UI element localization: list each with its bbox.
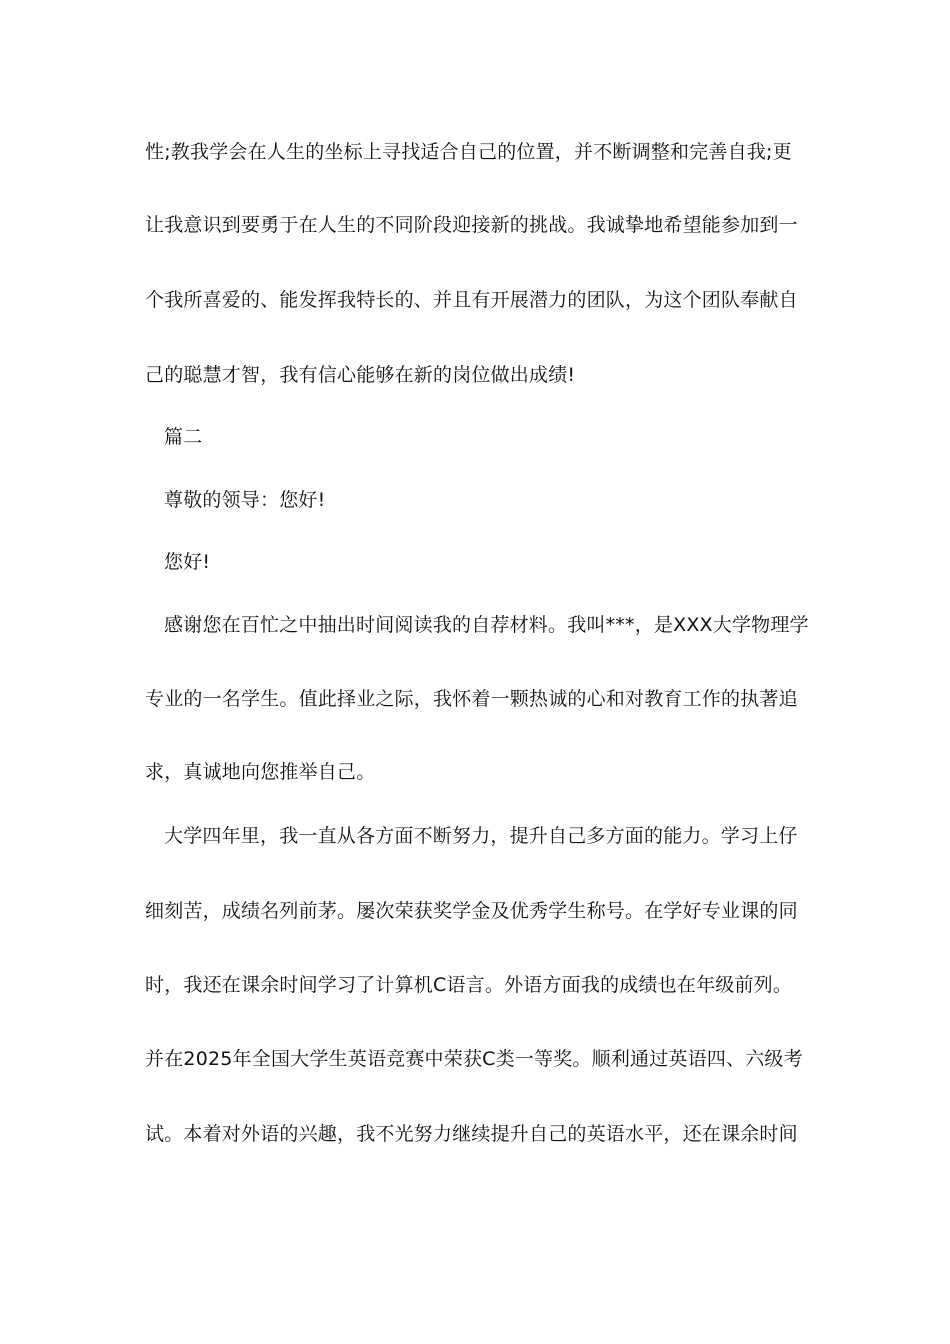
paragraph-line-14: 并在2025年全国大学生英语竞赛中荣获C类一等奖。顺利通过英语四、六级考: [145, 1048, 803, 1070]
paragraph-line-1: 性;教我学会在人生的坐标上寻找适合自己的位置，并不断调整和完善自我;更: [145, 141, 792, 163]
salutation-line: 尊敬的领导：您好!: [164, 489, 326, 511]
paragraph-line-12: 细刻苦，成绩名列前茅。屡次荣获奖学金及优秀学生称号。在学好专业课的同: [145, 900, 798, 922]
paragraph-line-4: 己的聪慧才智，我有信心能够在新的岗位做出成绩!: [145, 364, 576, 386]
paragraph-line-15: 试。本着对外语的兴趣，我不光努力继续提升自己的英语水平，还在课余时间: [145, 1123, 798, 1145]
section-heading: 篇二: [164, 426, 203, 448]
paragraph-line-10: 求，真诚地向您推举自己。: [145, 761, 376, 783]
paragraph-line-9: 专业的一名学生。值此择业之际，我怀着一颗热诚的心和对教育工作的执著追: [145, 688, 798, 710]
paragraph-line-3: 个我所喜爱的、能发挥我特长的、并且有开展潜力的团队，为这个团队奉献自: [145, 289, 798, 311]
paragraph-line-13: 时，我还在课余时间学习了计算机C语言。外语方面我的成绩也在年级前列。: [145, 974, 793, 996]
paragraph-line-2: 让我意识到要勇于在人生的不同阶段迎接新的挑战。我诚挚地希望能参加到一: [145, 214, 798, 236]
paragraph-line-11: 大学四年里，我一直从各方面不断努力，提升自己多方面的能力。学习上仔: [164, 825, 798, 847]
greeting-line: 您好!: [164, 551, 211, 573]
paragraph-line-8: 感谢您在百忙之中抽出时间阅读我的自荐材料。我叫***，是XXX大学物理学: [164, 614, 809, 636]
